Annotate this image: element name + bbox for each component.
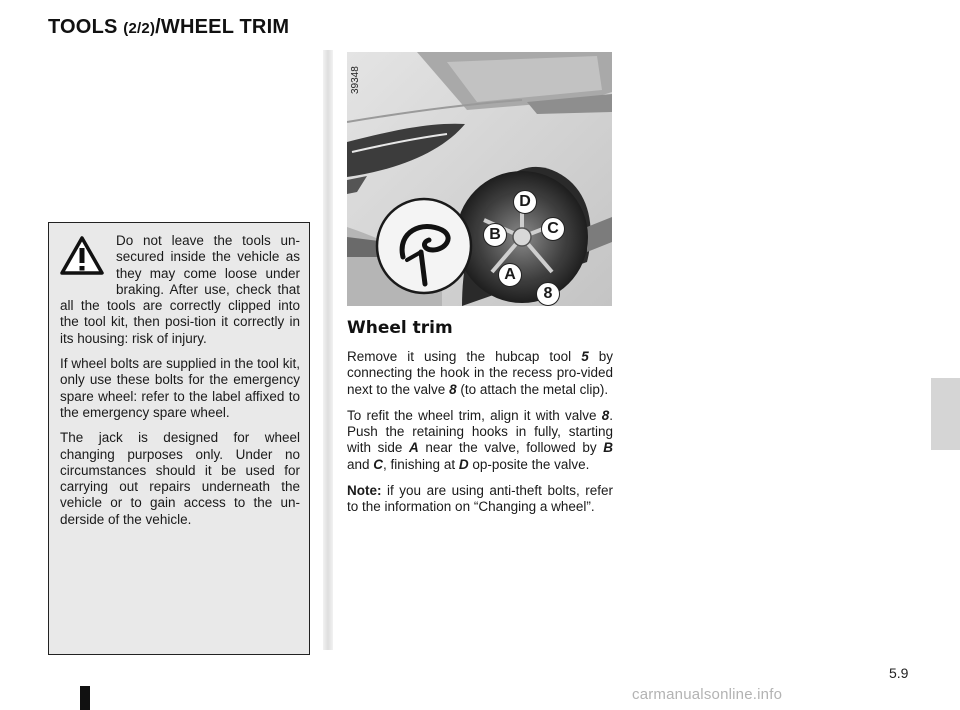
watermark: carmanualsonline.info: [632, 686, 783, 703]
car-wheel-drawing: [347, 52, 612, 306]
removal-paragraph: Remove it using the hubcap tool 5 by connecting the hook in the recess pro-vided next to the valve 8 (to attach the metal clip).: [347, 349, 613, 397]
wheel-trim-illustration: [347, 52, 612, 306]
warning-text: [60, 233, 300, 537]
column-divider: [323, 50, 333, 650]
page-title-part: (2/2): [123, 20, 156, 37]
callout-c: C: [541, 217, 565, 241]
figure-number: 39348: [350, 66, 361, 94]
warning-paragraph: Do not leave the tools un-secured inside the vehicle as they may come loose under braking. After use, check that all the tools are correctly clipped into the tool kit, then posi-tion it correctly in its housing: risk of injury.: [60, 233, 300, 346]
valve-ref: 8: [449, 381, 457, 397]
page-title: TOOLS (2/2)/WHEEL TRIM: [48, 16, 290, 38]
warning-box: [48, 222, 310, 655]
tool-ref: 5: [581, 349, 589, 364]
note-label: Note:: [347, 483, 382, 499]
callout-b: B: [483, 223, 507, 247]
callout-a: A: [498, 263, 522, 287]
corner-mark: [80, 686, 90, 710]
callout-d: D: [513, 190, 537, 214]
chapter-tab: [931, 378, 960, 450]
side-c-ref: C: [373, 456, 384, 472]
valve-ref: 8: [601, 407, 610, 423]
page-number: 5.9: [889, 665, 909, 681]
side-b-ref: B: [603, 440, 613, 456]
section-body: [347, 349, 613, 526]
note-paragraph: Note: if you are using anti-theft bolts, refer to the information on “Changing a wheel”.: [347, 483, 613, 515]
side-a-ref: A: [409, 440, 419, 456]
warning-paragraph: The jack is designed for wheel changing purposes only. Under no circumstances should it be used for carrying out repairs underneath the vehicle or to gain access to the un-derside of the vehicle.: [60, 430, 300, 527]
section-title: Wheel trim: [347, 318, 453, 338]
callout-valve-8: 8: [536, 282, 560, 306]
side-d-ref: D: [458, 456, 469, 472]
refit-paragraph: To refit the wheel trim, align it with valve 8. Push the retaining hooks in fully, starting with side A near the valve, followed by B and C, finishing at D op-posite the valve.: [347, 407, 613, 472]
warning-paragraph: If wheel bolts are supplied in the tool kit, only use these bolts for the emergency spare wheel: refer to the label affixed to the emergency spare wheel.: [60, 356, 300, 420]
